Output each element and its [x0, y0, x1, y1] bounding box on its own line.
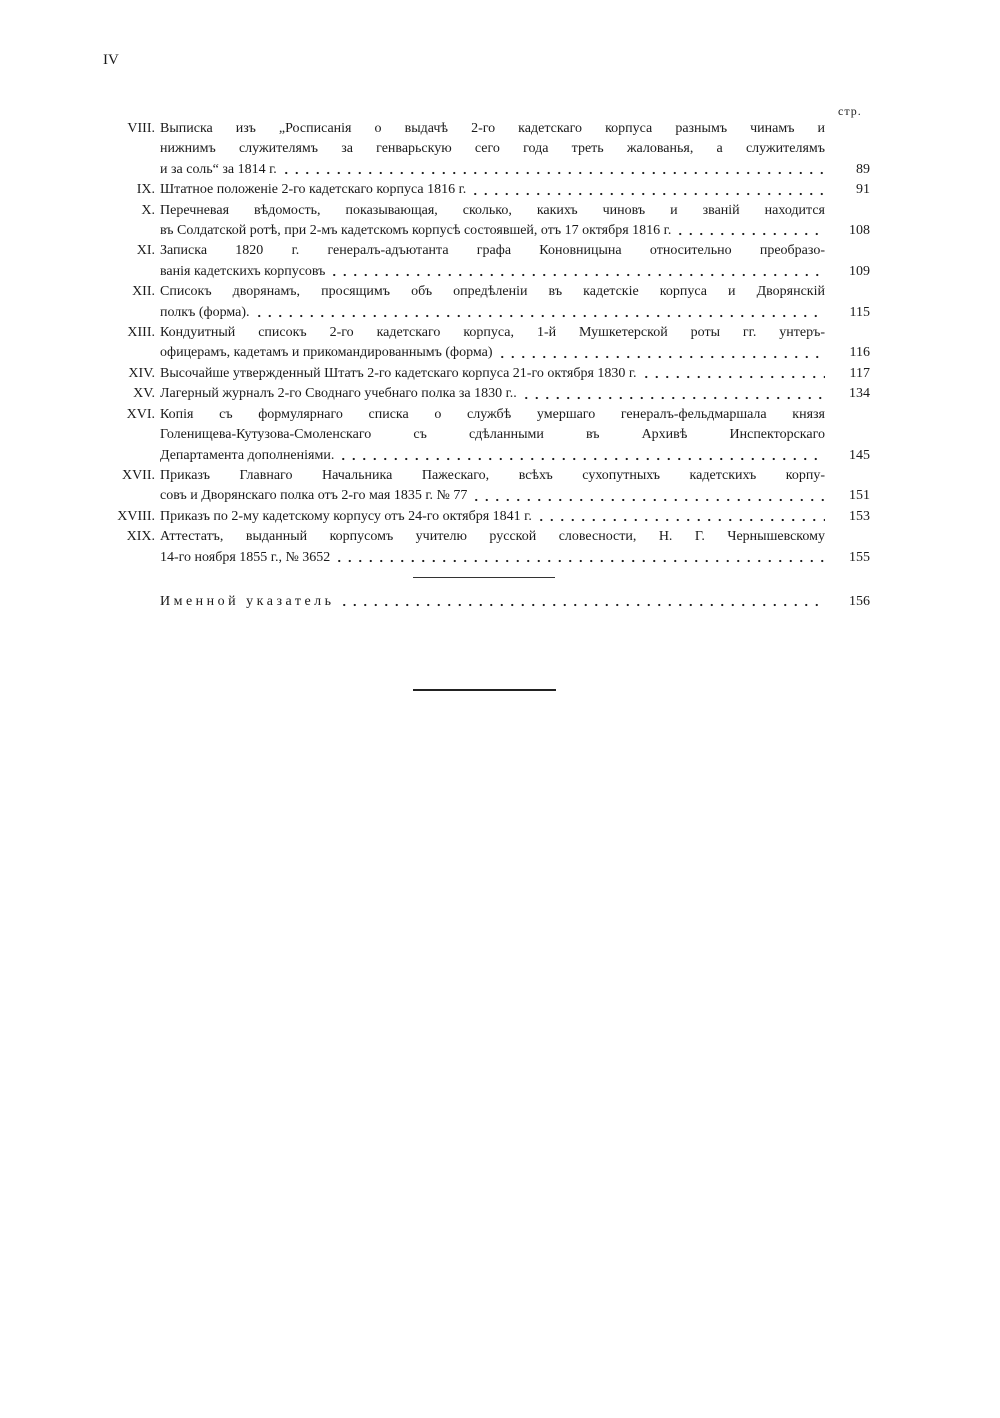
dot-leader: [334, 548, 825, 568]
dot-leader: [521, 384, 825, 404]
toc-entry[interactable]: [100, 282, 870, 323]
page-folio: IV: [103, 52, 119, 68]
entry-page: 151: [849, 488, 870, 504]
entry-page: 109: [849, 263, 870, 279]
dot-leader: [254, 303, 826, 323]
entry-numeral: VIII.: [127, 121, 155, 136]
dot-leader: [470, 180, 825, 200]
entry-text-line: Приказъ по 2-му кадетскому корпусу отъ 24-го октября 1841 г.: [160, 508, 532, 524]
toc-entry[interactable]: [100, 323, 870, 364]
entry-page: 91: [856, 182, 870, 198]
entry-text-line: Голенищева-Кутузова-Смоленскаго съ сдѣланными въ Архивѣ Инспекторскаго: [160, 427, 825, 443]
entry-numeral: XVII.: [121, 467, 155, 483]
page-spacer: [825, 241, 870, 261]
entry-page: 145: [849, 447, 870, 463]
toc-entry[interactable]: [100, 405, 870, 466]
entry-text-line: 14-го ноября 1855 г., № 3652: [160, 549, 331, 565]
entry-text-line: Копія съ формулярнаго списка о службѣ умершаго генералъ-фельдмаршала князя: [160, 406, 825, 422]
end-rule: [413, 689, 556, 691]
dot-leader: [641, 364, 825, 384]
entry-numeral: XIV.: [128, 365, 155, 381]
page-spacer: [825, 405, 870, 425]
entry-text-line: полкъ (форма).: [160, 304, 250, 320]
entry-numeral: XVIII.: [117, 508, 155, 524]
dot-leader: [329, 262, 825, 282]
entry-text-line: Списокъ дворянамъ, просящимъ объ опредѣленіи въ кадетскіе корпуса и Дворянскій: [160, 284, 825, 300]
page-spacer: [825, 282, 870, 302]
page-spacer: [825, 139, 870, 159]
dot-leader: [281, 160, 825, 180]
entry-numeral: XI.: [136, 243, 155, 259]
entry-page: 115: [849, 304, 870, 320]
entry-text-line: Штатное положеніе 2-го кадетскаго корпуса 1816 г.: [160, 182, 467, 198]
entry-text-line: совъ и Дворянскаго полка отъ 2-го мая 1835 г. № 77: [160, 488, 468, 504]
entry-page: 108: [849, 223, 870, 239]
entry-page: 153: [849, 508, 870, 524]
page-spacer: [825, 425, 870, 445]
entry-text-line: Приказъ Главнаго Начальника Пажескаго, всѣхъ сухопутныхъ кадетскихъ корпу-: [160, 467, 825, 483]
entry-numeral: XV.: [133, 386, 155, 402]
dot-leader: [338, 446, 825, 466]
dot-leader: [675, 221, 825, 241]
entry-numeral: XIII.: [127, 325, 155, 341]
entry-text-line: офицерамъ, кадетамъ и прикомандированнымъ (форма): [160, 345, 493, 361]
entry-text-line: Департамента дополненіями.: [160, 447, 335, 463]
toc-entry[interactable]: [100, 364, 870, 384]
toc-entry[interactable]: [100, 507, 870, 527]
page-spacer: [825, 323, 870, 343]
entry-text-line: Записка 1820 г. генералъ-адъютанта графа Коновницына относительно преобразо-: [160, 243, 825, 259]
toc-entry[interactable]: [100, 201, 870, 242]
table-of-contents: [100, 119, 870, 568]
entry-numeral: X.: [141, 202, 155, 218]
entry-text-line: Выписка изъ „Росписанія о выдачѣ 2-го кадетскаго корпуса разнымъ чинамъ и: [160, 121, 825, 136]
entry-text-line: и за соль“ за 1814 г.: [160, 161, 277, 177]
page-column-header: стр.: [838, 104, 862, 118]
entry-text-line: нижнимъ служителямъ за генварьскую сего года треть жалованья, а служителямъ: [160, 141, 825, 157]
page-spacer: [825, 119, 870, 139]
entry-text-line: въ Солдатской ротѣ, при 2-мъ кадетскомъ корпусѣ состоявшей, отъ 17 октября 1816 г.: [160, 223, 672, 239]
entry-page: 134: [849, 386, 870, 402]
entry-text-line: Перечневая вѣдомость, показывающая, сколько, какихъ чиновъ и званій находится: [160, 202, 825, 218]
dot-leader: [497, 343, 826, 363]
entry-page: 89: [856, 161, 870, 177]
entry-page: 155: [849, 549, 870, 565]
dot-leader: [339, 592, 825, 612]
page-spacer: [825, 201, 870, 221]
toc-entry[interactable]: [100, 180, 870, 200]
entry-numeral: XVI.: [126, 406, 155, 422]
toc-entry[interactable]: [100, 384, 870, 404]
divider: [413, 577, 555, 578]
toc-entry[interactable]: [100, 527, 870, 568]
page-spacer: [825, 466, 870, 486]
entry-page: 116: [849, 345, 870, 361]
entry-numeral: XIX.: [126, 529, 155, 545]
entry-text-line: ванія кадетскихъ корпусовъ: [160, 263, 326, 279]
toc-entry[interactable]: [100, 241, 870, 282]
entry-text-line: Аттестатъ, выданный корпусомъ учителю русской словесности, Н. Г. Чернышевскому: [160, 529, 825, 545]
toc-entry[interactable]: [100, 466, 870, 507]
dot-leader: [471, 486, 825, 506]
toc-entry-page: 156: [849, 594, 870, 609]
entry-text-line: Высочайше утвержденный Штатъ 2-го кадетскаго корпуса 21-го октября 1830 г.: [160, 365, 637, 381]
entry-page: 117: [849, 365, 870, 381]
entry-text-line: Кондуитный списокъ 2-го кадетскаго корпуса, 1-й Мушкетерской роты гг. унтеръ-: [160, 325, 825, 341]
toc-entry[interactable]: [100, 119, 870, 180]
entry-numeral: XII.: [132, 284, 155, 300]
entry-numeral: IX.: [136, 182, 155, 198]
toc-entry-index[interactable]: [160, 592, 870, 612]
dot-leader: [536, 507, 825, 527]
toc-entry-title: Именной указатель: [160, 594, 335, 609]
page-spacer: [825, 527, 870, 547]
entry-text-line: Лагерный журналъ 2-го Своднаго учебнаго полка за 1830 г..: [160, 386, 517, 402]
